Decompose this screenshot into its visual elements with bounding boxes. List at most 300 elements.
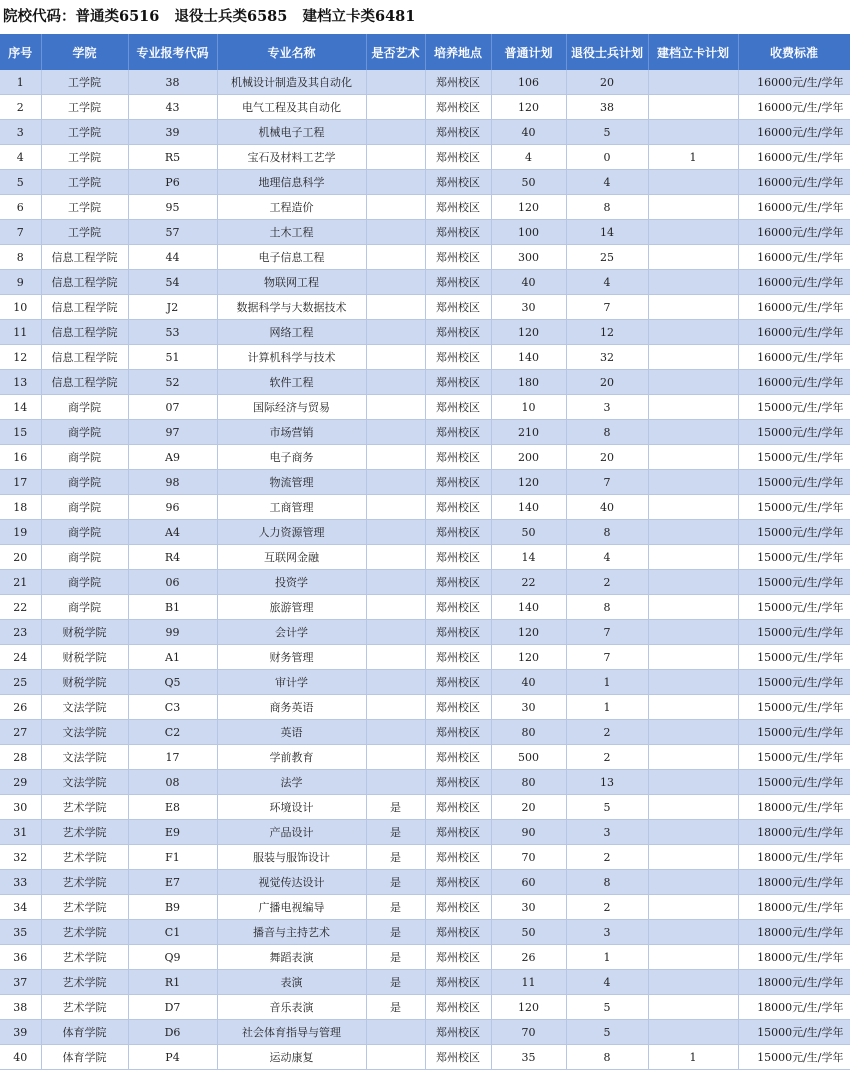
cell-major-code: E8	[128, 795, 217, 820]
cell-campus: 郑州校区	[425, 595, 491, 620]
cell-tuition: 16000元/生/学年	[738, 370, 850, 395]
cell-veteran-plan: 1	[566, 945, 648, 970]
cell-index: 14	[0, 395, 41, 420]
table-row	[0, 695, 850, 720]
cell-major-code: F1	[128, 845, 217, 870]
cell-college: 商学院	[41, 545, 128, 570]
cell-tuition: 18000元/生/学年	[738, 845, 850, 870]
cell-veteran-plan: 2	[566, 720, 648, 745]
cell-general-plan: 22	[491, 570, 566, 595]
table-row	[0, 595, 850, 620]
cell-major-name: 工商管理	[217, 495, 366, 520]
cell-index: 16	[0, 445, 41, 470]
cell-index: 11	[0, 320, 41, 345]
cell-veteran-plan: 8	[566, 1045, 648, 1070]
cell-veteran-plan: 5	[566, 795, 648, 820]
cell-college: 信息工程学院	[41, 245, 128, 270]
cell-major-name: 环境设计	[217, 795, 366, 820]
cell-poverty-plan	[648, 370, 738, 395]
cell-veteran-plan: 38	[566, 95, 648, 120]
cell-campus: 郑州校区	[425, 720, 491, 745]
cell-major-name: 市场营销	[217, 420, 366, 445]
cell-index: 30	[0, 795, 41, 820]
cell-index: 36	[0, 945, 41, 970]
table-row	[0, 395, 850, 420]
cell-major-name: 服装与服饰设计	[217, 845, 366, 870]
cell-college: 信息工程学院	[41, 370, 128, 395]
cell-general-plan: 35	[491, 1045, 566, 1070]
table-row	[0, 170, 850, 195]
cell-veteran-plan: 7	[566, 470, 648, 495]
cell-veteran-plan: 8	[566, 420, 648, 445]
cell-college: 体育学院	[41, 1045, 128, 1070]
cell-veteran-plan: 7	[566, 645, 648, 670]
cell-poverty-plan	[648, 320, 738, 345]
cell-is-art: 是	[366, 970, 425, 995]
cell-major-code: 17	[128, 745, 217, 770]
cell-is-art	[366, 570, 425, 595]
cell-poverty-plan	[648, 895, 738, 920]
cell-is-art	[366, 270, 425, 295]
cell-is-art: 是	[366, 820, 425, 845]
cell-campus: 郑州校区	[425, 545, 491, 570]
cell-tuition: 15000元/生/学年	[738, 745, 850, 770]
cell-campus: 郑州校区	[425, 170, 491, 195]
cell-tuition: 16000元/生/学年	[738, 245, 850, 270]
cell-major-name: 网络工程	[217, 320, 366, 345]
cell-veteran-plan: 5	[566, 120, 648, 145]
cell-campus: 郑州校区	[425, 445, 491, 470]
cell-major-code: 07	[128, 395, 217, 420]
cell-tuition: 16000元/生/学年	[738, 270, 850, 295]
table-row	[0, 320, 850, 345]
cell-major-code: 44	[128, 245, 217, 270]
cell-college: 艺术学院	[41, 945, 128, 970]
cell-poverty-plan	[648, 720, 738, 745]
cell-major-code: Q5	[128, 670, 217, 695]
cell-general-plan: 14	[491, 545, 566, 570]
cell-general-plan: 140	[491, 595, 566, 620]
cell-tuition: 15000元/生/学年	[738, 470, 850, 495]
cell-college: 商学院	[41, 495, 128, 520]
cell-is-art	[366, 395, 425, 420]
cell-veteran-plan: 4	[566, 970, 648, 995]
cell-campus: 郑州校区	[425, 870, 491, 895]
cell-tuition: 15000元/生/学年	[738, 1020, 850, 1045]
cell-is-art	[366, 495, 425, 520]
cell-tuition: 15000元/生/学年	[738, 645, 850, 670]
cell-poverty-plan: 1	[648, 1045, 738, 1070]
cell-poverty-plan	[648, 970, 738, 995]
cell-tuition: 16000元/生/学年	[738, 170, 850, 195]
cell-tuition: 15000元/生/学年	[738, 620, 850, 645]
cell-is-art	[366, 145, 425, 170]
cell-poverty-plan	[648, 545, 738, 570]
cell-poverty-plan	[648, 920, 738, 945]
cell-college: 文法学院	[41, 770, 128, 795]
cell-poverty-plan	[648, 845, 738, 870]
cell-major-code: R5	[128, 145, 217, 170]
cell-veteran-plan: 1	[566, 670, 648, 695]
cell-campus: 郑州校区	[425, 1045, 491, 1070]
cell-major-code: 54	[128, 270, 217, 295]
table-row	[0, 145, 850, 170]
cell-general-plan: 4	[491, 145, 566, 170]
cell-index: 19	[0, 520, 41, 545]
cell-college: 财税学院	[41, 670, 128, 695]
cell-is-art	[366, 445, 425, 470]
cell-general-plan: 20	[491, 795, 566, 820]
cell-college: 商学院	[41, 420, 128, 445]
cell-major-code: D7	[128, 995, 217, 1020]
table-header-row	[0, 34, 850, 70]
cell-index: 39	[0, 1020, 41, 1045]
cell-index: 17	[0, 470, 41, 495]
table-row	[0, 995, 850, 1020]
cell-veteran-plan: 25	[566, 245, 648, 270]
cell-campus: 郑州校区	[425, 795, 491, 820]
cell-major-name: 宝石及材料工艺学	[217, 145, 366, 170]
cell-index: 27	[0, 720, 41, 745]
cell-index: 21	[0, 570, 41, 595]
cell-is-art	[366, 95, 425, 120]
cell-veteran-plan: 2	[566, 570, 648, 595]
cell-tuition: 16000元/生/学年	[738, 195, 850, 220]
column-header-major-code: 专业报考代码	[128, 34, 217, 70]
cell-major-name: 产品设计	[217, 820, 366, 845]
cell-major-name: 地理信息科学	[217, 170, 366, 195]
cell-major-name: 播音与主持艺术	[217, 920, 366, 945]
cell-index: 33	[0, 870, 41, 895]
table-row	[0, 245, 850, 270]
cell-tuition: 16000元/生/学年	[738, 95, 850, 120]
cell-tuition: 15000元/生/学年	[738, 670, 850, 695]
cell-is-art: 是	[366, 845, 425, 870]
cell-general-plan: 30	[491, 295, 566, 320]
cell-is-art	[366, 520, 425, 545]
cell-college: 工学院	[41, 70, 128, 95]
cell-is-art: 是	[366, 995, 425, 1020]
table-row	[0, 745, 850, 770]
cell-campus: 郑州校区	[425, 995, 491, 1020]
cell-poverty-plan	[648, 945, 738, 970]
cell-major-code: 06	[128, 570, 217, 595]
cell-index: 23	[0, 620, 41, 645]
cell-tuition: 16000元/生/学年	[738, 120, 850, 145]
cell-index: 22	[0, 595, 41, 620]
cell-major-code: B9	[128, 895, 217, 920]
cell-veteran-plan: 5	[566, 1020, 648, 1045]
cell-major-code: 95	[128, 195, 217, 220]
cell-general-plan: 120	[491, 470, 566, 495]
column-header-veteran-plan: 退役士兵计划	[566, 34, 648, 70]
cell-major-code: J2	[128, 295, 217, 320]
cell-is-art	[366, 370, 425, 395]
cell-general-plan: 80	[491, 770, 566, 795]
cell-major-code: 38	[128, 70, 217, 95]
cell-index: 31	[0, 820, 41, 845]
cell-major-code: P4	[128, 1045, 217, 1070]
table-row	[0, 620, 850, 645]
cell-tuition: 15000元/生/学年	[738, 695, 850, 720]
cell-college: 信息工程学院	[41, 320, 128, 345]
cell-major-code: 96	[128, 495, 217, 520]
cell-campus: 郑州校区	[425, 70, 491, 95]
cell-tuition: 18000元/生/学年	[738, 945, 850, 970]
cell-campus: 郑州校区	[425, 395, 491, 420]
cell-general-plan: 11	[491, 970, 566, 995]
cell-veteran-plan: 4	[566, 270, 648, 295]
cell-general-plan: 30	[491, 695, 566, 720]
cell-tuition: 15000元/生/学年	[738, 595, 850, 620]
cell-veteran-plan: 2	[566, 745, 648, 770]
cell-major-name: 国际经济与贸易	[217, 395, 366, 420]
cell-general-plan: 120	[491, 620, 566, 645]
cell-major-code: B1	[128, 595, 217, 620]
cell-college: 体育学院	[41, 1020, 128, 1045]
cell-tuition: 16000元/生/学年	[738, 220, 850, 245]
cell-college: 艺术学院	[41, 995, 128, 1020]
cell-tuition: 15000元/生/学年	[738, 395, 850, 420]
cell-is-art	[366, 545, 425, 570]
cell-major-name: 工程造价	[217, 195, 366, 220]
cell-general-plan: 50	[491, 170, 566, 195]
cell-index: 26	[0, 695, 41, 720]
cell-campus: 郑州校区	[425, 495, 491, 520]
cell-major-code: E7	[128, 870, 217, 895]
cell-poverty-plan	[648, 1020, 738, 1045]
cell-major-name: 电子信息工程	[217, 245, 366, 270]
cell-veteran-plan: 2	[566, 895, 648, 920]
cell-is-art	[366, 620, 425, 645]
cell-major-code: 08	[128, 770, 217, 795]
table-row	[0, 920, 850, 945]
cell-poverty-plan	[648, 745, 738, 770]
cell-index: 12	[0, 345, 41, 370]
cell-is-art: 是	[366, 795, 425, 820]
cell-major-name: 社会体育指导与管理	[217, 1020, 366, 1045]
cell-general-plan: 120	[491, 95, 566, 120]
cell-major-name: 电子商务	[217, 445, 366, 470]
column-header-tuition: 收费标准	[738, 34, 850, 70]
table-row	[0, 845, 850, 870]
table-row	[0, 795, 850, 820]
table-row	[0, 195, 850, 220]
cell-poverty-plan	[648, 670, 738, 695]
cell-campus: 郑州校区	[425, 120, 491, 145]
cell-campus: 郑州校区	[425, 520, 491, 545]
cell-campus: 郑州校区	[425, 695, 491, 720]
cell-general-plan: 50	[491, 920, 566, 945]
cell-campus: 郑州校区	[425, 620, 491, 645]
cell-index: 37	[0, 970, 41, 995]
cell-general-plan: 120	[491, 645, 566, 670]
cell-college: 文法学院	[41, 720, 128, 745]
cell-poverty-plan	[648, 270, 738, 295]
cell-campus: 郑州校区	[425, 195, 491, 220]
cell-index: 28	[0, 745, 41, 770]
cell-poverty-plan	[648, 95, 738, 120]
cell-major-name: 舞蹈表演	[217, 945, 366, 970]
cell-veteran-plan: 0	[566, 145, 648, 170]
cell-tuition: 15000元/生/学年	[738, 1045, 850, 1070]
cell-veteran-plan: 4	[566, 170, 648, 195]
cell-poverty-plan: 1	[648, 145, 738, 170]
table-row	[0, 520, 850, 545]
cell-is-art	[366, 420, 425, 445]
cell-veteran-plan: 2	[566, 845, 648, 870]
cell-general-plan: 500	[491, 745, 566, 770]
cell-major-code: P6	[128, 170, 217, 195]
table-row	[0, 370, 850, 395]
cell-is-art	[366, 745, 425, 770]
cell-poverty-plan	[648, 445, 738, 470]
table-row	[0, 1020, 850, 1045]
column-header-is-art: 是否艺术	[366, 34, 425, 70]
cell-major-name: 电气工程及其自动化	[217, 95, 366, 120]
table-row	[0, 570, 850, 595]
cell-major-name: 广播电视编导	[217, 895, 366, 920]
cell-college: 商学院	[41, 570, 128, 595]
cell-index: 29	[0, 770, 41, 795]
page-title: 院校代码：普通类6516 退役士兵类6585 建档立卡类6481	[3, 8, 416, 25]
cell-general-plan: 100	[491, 220, 566, 245]
cell-college: 艺术学院	[41, 820, 128, 845]
cell-is-art: 是	[366, 945, 425, 970]
cell-college: 工学院	[41, 95, 128, 120]
cell-major-code: 39	[128, 120, 217, 145]
table-row	[0, 670, 850, 695]
cell-is-art	[366, 1020, 425, 1045]
cell-index: 4	[0, 145, 41, 170]
cell-general-plan: 120	[491, 995, 566, 1020]
cell-poverty-plan	[648, 620, 738, 645]
cell-tuition: 18000元/生/学年	[738, 795, 850, 820]
cell-veteran-plan: 3	[566, 920, 648, 945]
cell-is-art	[366, 170, 425, 195]
cell-general-plan: 210	[491, 420, 566, 445]
cell-college: 财税学院	[41, 645, 128, 670]
cell-campus: 郑州校区	[425, 670, 491, 695]
cell-tuition: 16000元/生/学年	[738, 295, 850, 320]
cell-major-code: D6	[128, 1020, 217, 1045]
cell-veteran-plan: 20	[566, 70, 648, 95]
cell-poverty-plan	[648, 420, 738, 445]
table-row	[0, 470, 850, 495]
cell-major-name: 物流管理	[217, 470, 366, 495]
cell-general-plan: 120	[491, 320, 566, 345]
cell-veteran-plan: 8	[566, 595, 648, 620]
table-row	[0, 945, 850, 970]
cell-campus: 郑州校区	[425, 570, 491, 595]
cell-college: 商学院	[41, 445, 128, 470]
column-header-general-plan: 普通计划	[491, 34, 566, 70]
cell-poverty-plan	[648, 295, 738, 320]
cell-poverty-plan	[648, 520, 738, 545]
table-row	[0, 820, 850, 845]
cell-campus: 郑州校区	[425, 820, 491, 845]
cell-index: 15	[0, 420, 41, 445]
cell-poverty-plan	[648, 470, 738, 495]
cell-tuition: 16000元/生/学年	[738, 145, 850, 170]
cell-poverty-plan	[648, 495, 738, 520]
table-row	[0, 95, 850, 120]
cell-major-name: 运动康复	[217, 1045, 366, 1070]
cell-index: 24	[0, 645, 41, 670]
cell-general-plan: 30	[491, 895, 566, 920]
table-row	[0, 770, 850, 795]
cell-campus: 郑州校区	[425, 95, 491, 120]
cell-general-plan: 60	[491, 870, 566, 895]
cell-college: 信息工程学院	[41, 295, 128, 320]
cell-major-name: 会计学	[217, 620, 366, 645]
cell-general-plan: 40	[491, 270, 566, 295]
cell-veteran-plan: 8	[566, 195, 648, 220]
cell-tuition: 16000元/生/学年	[738, 345, 850, 370]
cell-index: 10	[0, 295, 41, 320]
cell-major-name: 旅游管理	[217, 595, 366, 620]
cell-is-art	[366, 670, 425, 695]
cell-veteran-plan: 20	[566, 370, 648, 395]
cell-general-plan: 106	[491, 70, 566, 95]
cell-college: 艺术学院	[41, 795, 128, 820]
table-row	[0, 420, 850, 445]
table-row	[0, 645, 850, 670]
cell-campus: 郑州校区	[425, 295, 491, 320]
cell-tuition: 16000元/生/学年	[738, 70, 850, 95]
cell-veteran-plan: 13	[566, 770, 648, 795]
cell-campus: 郑州校区	[425, 770, 491, 795]
cell-campus: 郑州校区	[425, 145, 491, 170]
cell-poverty-plan	[648, 695, 738, 720]
cell-major-code: 52	[128, 370, 217, 395]
cell-major-name: 物联网工程	[217, 270, 366, 295]
column-header-campus: 培养地点	[425, 34, 491, 70]
cell-campus: 郑州校区	[425, 845, 491, 870]
cell-major-code: A4	[128, 520, 217, 545]
cell-campus: 郑州校区	[425, 345, 491, 370]
cell-is-art	[366, 595, 425, 620]
cell-index: 34	[0, 895, 41, 920]
cell-campus: 郑州校区	[425, 895, 491, 920]
column-header-college: 学院	[41, 34, 128, 70]
cell-campus: 郑州校区	[425, 970, 491, 995]
cell-college: 商学院	[41, 395, 128, 420]
cell-veteran-plan: 32	[566, 345, 648, 370]
cell-college: 信息工程学院	[41, 345, 128, 370]
cell-veteran-plan: 3	[566, 820, 648, 845]
cell-major-name: 机械电子工程	[217, 120, 366, 145]
cell-is-art	[366, 770, 425, 795]
cell-general-plan: 50	[491, 520, 566, 545]
cell-major-code: 53	[128, 320, 217, 345]
cell-is-art: 是	[366, 895, 425, 920]
cell-major-name: 数据科学与大数据技术	[217, 295, 366, 320]
cell-college: 商学院	[41, 595, 128, 620]
cell-campus: 郑州校区	[425, 470, 491, 495]
cell-major-name: 互联网金融	[217, 545, 366, 570]
table-row	[0, 870, 850, 895]
cell-college: 艺术学院	[41, 895, 128, 920]
cell-tuition: 18000元/生/学年	[738, 970, 850, 995]
table-row	[0, 1045, 850, 1070]
cell-college: 艺术学院	[41, 920, 128, 945]
cell-poverty-plan	[648, 120, 738, 145]
cell-college: 工学院	[41, 220, 128, 245]
cell-general-plan: 300	[491, 245, 566, 270]
column-header-poverty-plan: 建档立卡计划	[648, 34, 738, 70]
cell-is-art	[366, 720, 425, 745]
